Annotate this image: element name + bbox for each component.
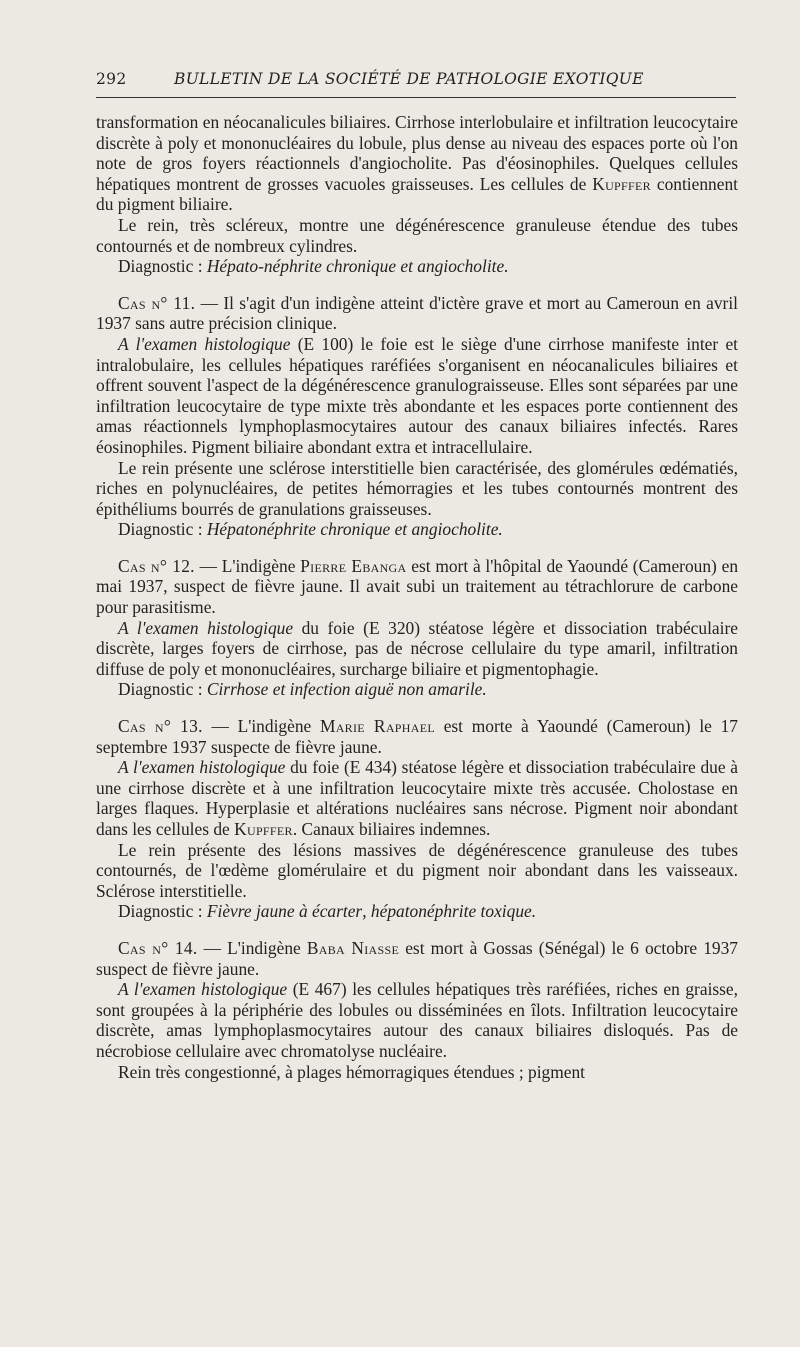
text-run: — L'indigène [194,555,301,576]
case-14-exam [96,979,738,1061]
text-run: du foie (E 320) stéatose légère et dissociation trabéculaire discrète, larges foyers de cirrhose, pas de nécrose cellulaire du type amaril, infiltration diffuse de poly et mononucléaires, surcharge biliaire et pigmentophagie. [96,617,738,679]
case-11-diagnostic [96,519,738,540]
diagnostic-text: Hépatonéphrite chronique et angiocholite. [206,519,503,540]
case-13-intro [96,716,738,757]
diagnostic-text: Fièvre jaune à écarter [206,901,363,922]
case-14-intro [96,938,738,979]
text-run: (E 467) les cellules hépatiques très raréfiées, riches en graisse, sont groupées à la périphérie des lobules ou disséminées en îlots. Infiltration leucocytaire discrète, amas lymphoplasmocytaires autour des canaux biliaires disloqués. Pas de nécrobiose cellulaire avec chromatolyse nucléaire. [96,979,739,1061]
running-title: BULLETIN DE LA SOCIÉTÉ DE PATHOLOGIE EXOTIQUE [174,70,644,88]
page-number: 292 [96,70,127,88]
paragraph-rein: Le rein, très scléreux, montre une dégénérescence granuleuse étendue des tubes contournés et de nombreux cylindres. [96,214,738,256]
diagnostic-label: Diagnostic : [118,256,207,277]
case-13-heading: Cas n° 13. [118,716,203,737]
case-12-diagnostic [96,679,738,700]
case-12-heading: Cas n° 12. [118,555,195,576]
case-11-intro [96,293,738,334]
body-text [96,112,738,1082]
text-run: — L'indigène [197,937,307,958]
patient-name: Baba Niasse [306,937,400,958]
case-14-heading: Cas n° 14. [118,937,198,958]
diagnostic-text: Cirrhose et infection aiguë non amarile. [206,679,487,700]
text-run: — L'indigène [202,716,320,737]
author-name: Kupffer [592,173,651,194]
diagnostic-label: Diagnostic : [118,519,207,540]
diagnostic-label: Diagnostic : [118,679,207,700]
text-run: est morte à Yaoundé (Cameroun) le 17 septembre 1937 suspecte de fièvre jaune. [96,716,738,757]
patient-name: Marie Raphael [319,716,435,737]
case-13-diagnostic [96,901,738,922]
text-run: est mort à l'hôpital de Yaoundé (Cameroun) en mai 1937, suspect de fièvre jaune. Il avait subi un traitement au tétrachlorure de carbone pour parasitisme. [96,555,739,618]
exam-label: A l'examen histologique [118,757,286,778]
patient-name: Pierre Ebanga [300,555,407,576]
case-11-rein: Le rein présente une sclérose interstitielle bien caractérisée, des glomérules œdématiés, riches en polynucléaires, de petites hémorragies et les tubes contournés montrent des épithéliums bourrés de granulations graisseuses. [96,457,738,519]
text-run: (E 100) le foie est le siège d'une cirrhose manifeste inter et intralobulaire, les cellules hépatiques raréfiées s'organisent en néocanalicules biliaires et offrent souvent l'aspect de la dégénérescence granulograisseuse. Elles sont séparées par une infiltration leucocytaire de type mixte très abondante et les espaces porte contiennent des amas réactionnels lymphoplasmocytaires autour des canaux biliaires infectés. Rares éosinophiles. Pigment biliaire abondant extra et intracellulaire. [96,333,738,457]
case-14-rein: Rein très congestionné, à plages hémorragiques étendues ; pigment [118,1061,585,1082]
case-12-exam [96,618,738,680]
case-13-exam [96,757,738,839]
text-run: est mort à Gossas (Sénégal) le 6 octobre 1937 suspect de fièvre jaune. [96,937,739,979]
text-run: du foie (E 434) stéatose légère et dissociation trabéculaire due à une cirrhose discrète et à une infiltration leucocytaire mixte très accusée. Cholostase en larges flaques. Hyperplasie et altérations nucléaires sans nécrose. Pigment noir abondant dans les cellules de [96,757,738,839]
text-run: contiennent du pigment biliaire. [96,173,738,215]
text-run: . Canaux biliaires indemnes. [292,819,491,839]
exam-label: A l'examen histologique [118,617,294,638]
text-run: , [362,901,371,922]
case-11-heading: Cas n° 11. [118,292,196,313]
diagnostic-label: Diagnostic : [118,901,207,922]
case-13-rein: Le rein présente des lésions massives de dégénérescence granuleuse des tubes contournés, de l'œdème glomérulaire et du pigment noir abondant dans les vaisseaux. Sclérose interstitielle. [96,839,738,901]
diagnostic-text: Hépato-néphrite chronique et angiocholite. [206,256,509,277]
paragraph-continuation [96,112,738,215]
exam-label: A l'examen histologique [118,979,288,1000]
running-header [96,70,738,88]
case-12-intro [96,556,738,618]
exam-label: A l'examen histologique [118,333,291,354]
diagnostic-text: hépatonéphrite toxique. [370,901,537,922]
paragraph-diagnostic [96,256,738,277]
text-run: transformation en néocanalicules biliaires. Cirrhose interlobulaire et infiltration leucocytaire discrète à poly et mononucléaires du lobule, plus dense au niveau des espaces porte où l'on note de gros foyers réactionnels d'angiocholite. Pas d'éosinophiles. Quelques cellules hépatiques montrent de grosses vacuoles graisseuses. Les cellules de [96,112,738,194]
case-11-exam [96,334,738,458]
author-name: Kupffer [234,819,293,839]
header-rule [96,97,736,98]
text-run: — Il s'agit d'un indigène atteint d'ictère grave et mort au Cameroun en avril 1937 sans autre précision clinique. [96,292,738,334]
